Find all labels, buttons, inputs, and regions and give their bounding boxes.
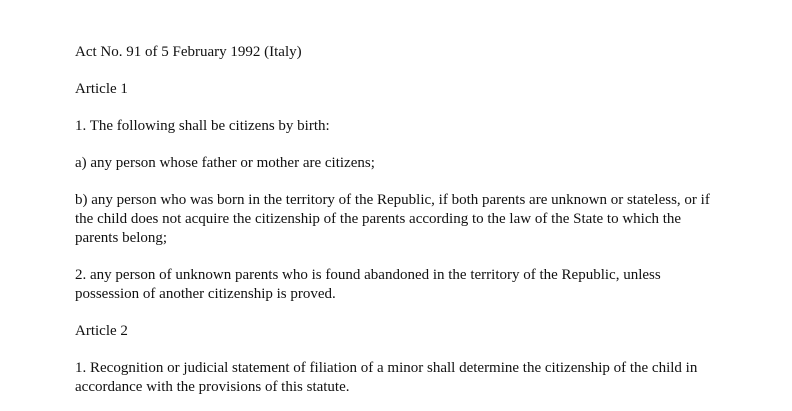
- article-1-item-a: a) any person whose father or mother are citizens;: [75, 155, 375, 171]
- article-1-paragraph-2: 2. any person of unknown parents who is found abandoned in the territory of the Republic, unless possession of another citizenship is proved.: [75, 267, 661, 302]
- article-2-heading: Article 2: [75, 323, 128, 339]
- document-title: Act No. 91 of 5 February 1992 (Italy): [75, 44, 302, 60]
- article-1-paragraph-1: 1. The following shall be citizens by birth:: [75, 118, 330, 134]
- document-body: [75, 43, 715, 397]
- article-1-heading: Article 1: [75, 81, 128, 97]
- article-2-paragraph-1: 1. Recognition or judicial statement of filiation of a minor shall determine the citizenship of the child in accordance with the provisions of this statute.: [75, 360, 698, 395]
- article-1-item-b: b) any person who was born in the territory of the Republic, if both parents are unknown or stateless, or if the child does not acquire the citizenship of the parents according to the law of the State to which the parents belong;: [75, 192, 710, 246]
